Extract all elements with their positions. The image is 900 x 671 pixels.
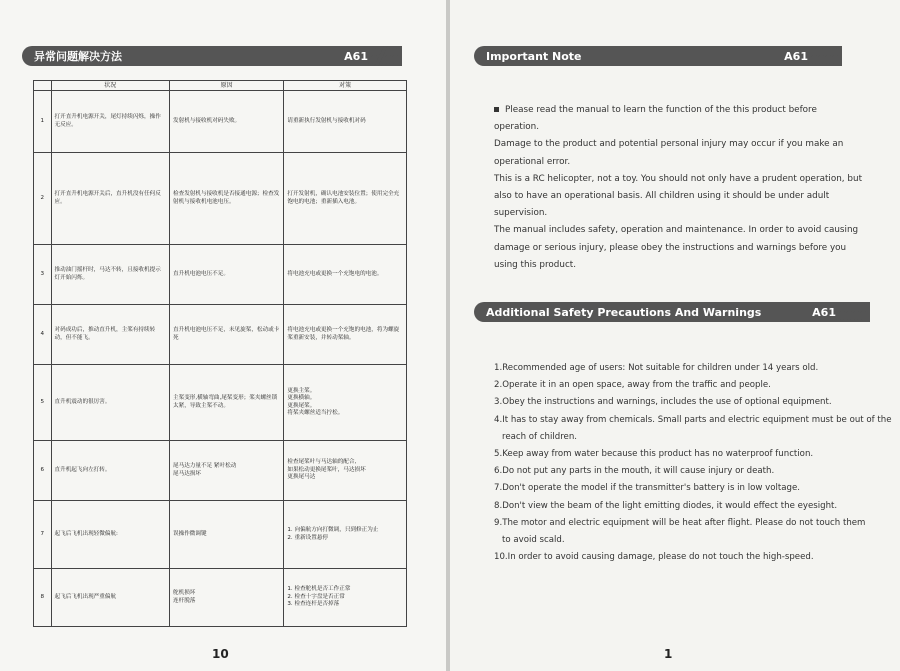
row-number: 6 xyxy=(34,441,52,501)
list-item: 6.Do not put any parts in the mouth, it will cause injury or death. xyxy=(494,466,775,477)
row-number: 7 xyxy=(34,501,52,569)
banner-title: Important Note xyxy=(486,49,582,63)
status-cell: 直升机震动的很厉害。 xyxy=(51,365,169,441)
important-note-text xyxy=(494,102,862,274)
table-row xyxy=(34,91,407,153)
solution-cell: 更换主桨。 更换横轴。 更换尾桨。 将桨夹螺丝适当拧松。 xyxy=(284,365,407,441)
banner-stripes xyxy=(372,46,406,66)
status-cell: 打开直升机电源开关，尾灯持续闪烁，操作无反应。 xyxy=(51,91,169,153)
list-item: 7.Don't operate the model if the transmitter's battery is in low voltage. xyxy=(494,483,800,494)
cause-cell: 舵机损坏 连杆脱落 xyxy=(170,569,284,627)
header-solution: 对策 xyxy=(284,81,407,91)
page-number: 10 xyxy=(212,647,229,661)
row-number: 2 xyxy=(34,153,52,245)
list-item: 1.Recommended age of users: Not suitable for children under 14 years old. xyxy=(494,363,819,373)
cause-cell: 检查发射机与接收机是否接通电源；检查发射机与接收机电池电压。 xyxy=(170,153,284,245)
cause-cell: 尾马达力量不足 紧叶松动 尾马达损坏 xyxy=(170,441,284,501)
troubleshooting-table xyxy=(33,80,407,627)
list-item: 5.Keep away from water because this product has no waterproof function. xyxy=(494,449,814,460)
status-cell: 推动油门摇杆时，马达不转，且接收机提示灯开始闪烁。 xyxy=(51,245,169,305)
header-cause: 原因 xyxy=(170,81,284,91)
cause-cell: 误操作微调键 xyxy=(170,501,284,569)
table-row xyxy=(34,365,407,441)
note-first-line xyxy=(494,102,862,136)
note-body: Damage to the product and potential personal injury may occur if you make an operational error. This is a RC helicopter, not a toy. You should not only have a prudent operation, but also to have an operational basis. All children using it should be under adult supervision. The manual includes safety, operation and maintenance. In order to avoid causing damage or serious injury, please obey the instructions and warnings before you using this product. xyxy=(494,139,863,270)
table-row xyxy=(34,501,407,569)
table-row xyxy=(34,305,407,365)
troubleshooting-banner xyxy=(22,46,402,66)
status-cell: 起飞后飞机出现严重偏航 xyxy=(51,569,169,627)
bullet-icon xyxy=(494,107,499,112)
table-row xyxy=(34,441,407,501)
important-note-banner xyxy=(474,46,842,66)
model-code: A61 xyxy=(784,49,808,63)
list-item: 8.Don't view the beam of the light emitting diodes, it would effect the eyesight. xyxy=(494,500,838,511)
status-cell: 打开直升机电源开关后，直升机没有任何反应。 xyxy=(51,153,169,245)
list-item-continuation: to avoid scald. xyxy=(502,535,565,546)
cause-cell: 主桨变形,横轴弯曲,尾桨变形；桨夹螺丝锁太紧，导致主桨不动。 xyxy=(170,365,284,441)
header-status: 状况 xyxy=(51,81,169,91)
table-row xyxy=(34,153,407,245)
solution-cell: 将电池充电或更换一个充饱的电池，将为螺旋桨重新安装，并转动桨轴。 xyxy=(284,305,407,365)
solution-cell: 将电池充电或更换一个充饱电的电池。 xyxy=(284,245,407,305)
model-code: A61 xyxy=(344,49,368,63)
status-cell: 直升机起飞向左打转。 xyxy=(51,441,169,501)
row-number: 1 xyxy=(34,91,52,153)
right-page xyxy=(450,0,900,671)
row-number: 3 xyxy=(34,245,52,305)
solution-cell: 检查尾桨叶与马达轴的配合, 如果松动更换尾桨叶，马达损坏 更换尾马达 xyxy=(284,441,407,501)
banner-stripes xyxy=(812,46,846,66)
safety-list xyxy=(494,360,894,566)
model-code: A61 xyxy=(812,305,836,319)
cause-cell: 直升机电池电压不足，未见旋桨，松动或卡死 xyxy=(170,305,284,365)
table-row xyxy=(34,569,407,627)
row-number: 5 xyxy=(34,365,52,441)
page-number: 1 xyxy=(664,647,673,661)
cause-cell: 发射机与接收机对码失败。 xyxy=(170,91,284,153)
row-number: 8 xyxy=(34,569,52,627)
banner-stripes xyxy=(840,302,874,322)
status-cell: 对码成功后，推动直升机，主桨有持续转动，但不能飞。 xyxy=(51,305,169,365)
solution-cell: 1. 检查舵机是否工作正常 2. 检查十字盘是否正常 3. 检查连杆是否掉落 xyxy=(284,569,407,627)
list-item: 2.Operate it in an open space, away from the traffic and people. xyxy=(494,380,771,391)
header-num xyxy=(34,81,52,91)
cause-cell: 直升机电池电压不足。 xyxy=(170,245,284,305)
list-item: 4.It has to stay away from chemicals. Small parts and electric equipment must be out of the xyxy=(494,414,892,425)
solution-cell: 1. 向偏航方向打微调，只到修正为止 2. 重新设置悬停 xyxy=(284,501,407,569)
list-item-continuation: reach of children. xyxy=(502,431,578,442)
row-number: 4 xyxy=(34,305,52,365)
table-row xyxy=(34,245,407,305)
solution-cell: 打开发射机，确认电池安装位置；使用完全充饱电的电池；重新插入电池。 xyxy=(284,153,407,245)
table-header-row xyxy=(34,81,407,91)
list-item: 10.In order to avoid causing damage, please do not touch the high-speed. xyxy=(494,552,814,563)
solution-cell: 请重新执行发射机与接收机对码 xyxy=(284,91,407,153)
banner-title: Additional Safety Precautions And Warnings xyxy=(486,305,762,319)
safety-banner xyxy=(474,302,870,322)
list-item: 3.Obey the instructions and warnings, includes the use of optional equipment. xyxy=(494,397,832,408)
list-item: 9.The motor and electric equipment will be heat after flight. Please do not touch them xyxy=(494,517,866,528)
left-page xyxy=(0,0,446,671)
status-cell: 起飞后飞机出现轻微偏航: xyxy=(51,501,169,569)
banner-title: 异常问题解决方法 xyxy=(34,50,122,63)
note-first-text: Please read the manual to learn the function of the this product before operation. xyxy=(494,105,817,133)
